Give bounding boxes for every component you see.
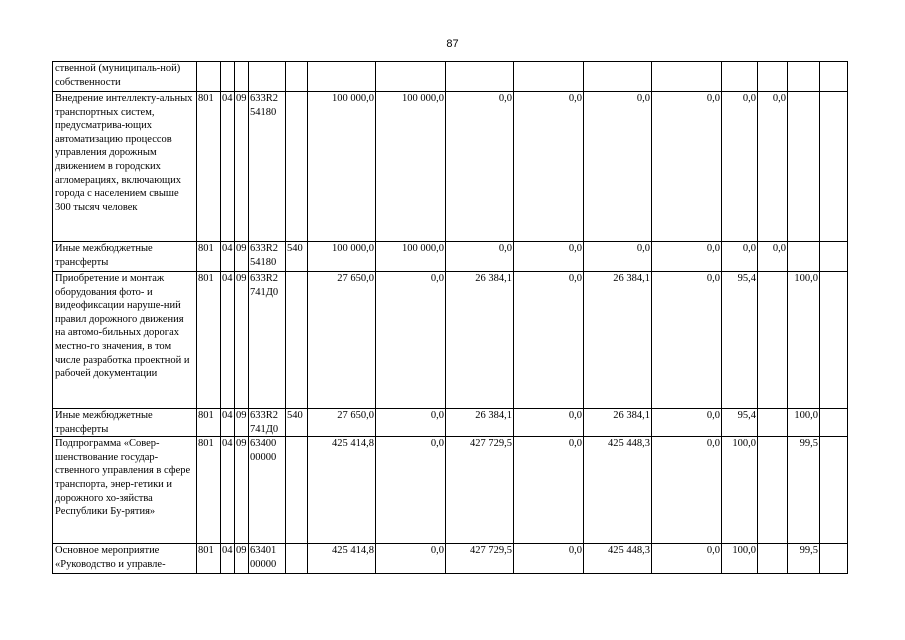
code-ministry: 801 <box>197 544 221 574</box>
code-expense-type <box>286 437 308 544</box>
row-name: Иные межбюджетные трансферты <box>53 409 197 437</box>
value-5: 425 448,3 <box>584 544 652 574</box>
row-name: Приобретение и монтаж оборудования фото- и видеофиксации наруше-ний правил дорожного движения на автомо-бильных дорогах местно-го значения, в том числе разработка проектной и рабочей документации <box>53 272 197 409</box>
table-row <box>53 409 848 437</box>
value-2: 0,0 <box>376 409 446 437</box>
value-3: 26 384,1 <box>446 272 514 409</box>
empty-cell <box>820 437 848 544</box>
code-subsection: 09 <box>235 272 249 409</box>
value-9: 99,5 <box>788 437 820 544</box>
code-subsection: 09 <box>235 544 249 574</box>
code-ministry: 801 <box>197 92 221 242</box>
code-ministry: 801 <box>197 242 221 272</box>
value-8 <box>758 272 788 409</box>
table-row <box>53 62 848 92</box>
value-8 <box>758 544 788 574</box>
table-row <box>53 272 848 409</box>
value-1: 27 650,0 <box>308 272 376 409</box>
code-subsection: 09 <box>235 409 249 437</box>
value-1: 425 414,8 <box>308 437 376 544</box>
value-6: 0,0 <box>652 92 722 242</box>
code-section: 04 <box>221 544 235 574</box>
code-target: 63400 00000 <box>249 437 286 544</box>
value-1 <box>308 62 376 92</box>
value-5: 26 384,1 <box>584 409 652 437</box>
value-6: 0,0 <box>652 437 722 544</box>
value-7: 100,0 <box>722 544 758 574</box>
value-3: 26 384,1 <box>446 409 514 437</box>
code-target: 63401 00000 <box>249 544 286 574</box>
code-expense-type <box>286 92 308 242</box>
code-subsection: 09 <box>235 92 249 242</box>
empty-cell <box>820 242 848 272</box>
value-1: 27 650,0 <box>308 409 376 437</box>
code-section: 04 <box>221 437 235 544</box>
value-4: 0,0 <box>514 242 584 272</box>
value-1: 425 414,8 <box>308 544 376 574</box>
code-expense-type: 540 <box>286 242 308 272</box>
value-5: 0,0 <box>584 92 652 242</box>
row-name: Иные межбюджетные трансферты <box>53 242 197 272</box>
row-name: Основное мероприятие «Руководство и управле- <box>53 544 197 574</box>
code-expense-type <box>286 62 308 92</box>
table-row <box>53 92 848 242</box>
code-expense-type <box>286 272 308 409</box>
value-8 <box>758 62 788 92</box>
row-name: Внедрение интеллекту-альных транспортных систем, предусматрива-ющих автоматизацию процессов управления дорожным движением в городских агломерациях, включающих города с населением свыше 300 тысяч человек <box>53 92 197 242</box>
value-7: 95,4 <box>722 409 758 437</box>
code-expense-type: 540 <box>286 409 308 437</box>
value-2 <box>376 62 446 92</box>
code-ministry: 801 <box>197 409 221 437</box>
code-section: 04 <box>221 272 235 409</box>
code-ministry <box>197 62 221 92</box>
value-4: 0,0 <box>514 409 584 437</box>
empty-cell <box>820 409 848 437</box>
table-row <box>53 544 848 574</box>
empty-cell <box>820 272 848 409</box>
value-7: 0,0 <box>722 242 758 272</box>
code-ministry: 801 <box>197 272 221 409</box>
value-5: 0,0 <box>584 242 652 272</box>
value-6: 0,0 <box>652 242 722 272</box>
value-5: 26 384,1 <box>584 272 652 409</box>
value-2: 100 000,0 <box>376 242 446 272</box>
value-9: 99,5 <box>788 544 820 574</box>
value-9 <box>788 92 820 242</box>
code-target: 633R2 741Д0 <box>249 272 286 409</box>
code-ministry: 801 <box>197 437 221 544</box>
code-target: 633R2 741Д0 <box>249 409 286 437</box>
value-5 <box>584 62 652 92</box>
code-subsection <box>235 62 249 92</box>
code-target: 633R2 54180 <box>249 92 286 242</box>
value-4: 0,0 <box>514 544 584 574</box>
value-6: 0,0 <box>652 272 722 409</box>
value-3: 427 729,5 <box>446 544 514 574</box>
value-5: 425 448,3 <box>584 437 652 544</box>
budget-table <box>52 61 848 574</box>
code-target <box>249 62 286 92</box>
value-4: 0,0 <box>514 272 584 409</box>
empty-cell <box>820 62 848 92</box>
code-section: 04 <box>221 92 235 242</box>
value-7 <box>722 62 758 92</box>
value-8 <box>758 437 788 544</box>
value-2: 0,0 <box>376 437 446 544</box>
row-name: ственной (муниципаль-ной) собственности <box>53 62 197 92</box>
code-section <box>221 62 235 92</box>
table-row <box>53 437 848 544</box>
value-3 <box>446 62 514 92</box>
table-row <box>53 242 848 272</box>
value-7: 0,0 <box>722 92 758 242</box>
value-4: 0,0 <box>514 92 584 242</box>
value-2: 100 000,0 <box>376 92 446 242</box>
value-8: 0,0 <box>758 242 788 272</box>
value-3: 427 729,5 <box>446 437 514 544</box>
value-1: 100 000,0 <box>308 242 376 272</box>
value-3: 0,0 <box>446 242 514 272</box>
code-target: 633R2 54180 <box>249 242 286 272</box>
code-subsection: 09 <box>235 242 249 272</box>
code-subsection: 09 <box>235 437 249 544</box>
value-9 <box>788 62 820 92</box>
value-3: 0,0 <box>446 92 514 242</box>
value-2: 0,0 <box>376 544 446 574</box>
page-number: 87 <box>446 38 459 50</box>
empty-cell <box>820 92 848 242</box>
value-9 <box>788 242 820 272</box>
value-6 <box>652 62 722 92</box>
code-expense-type <box>286 544 308 574</box>
value-6: 0,0 <box>652 544 722 574</box>
value-4 <box>514 62 584 92</box>
value-9: 100,0 <box>788 272 820 409</box>
row-name: Подпрограмма «Совер-шенствование государ-ственного управления в сфере транспорта, энер-гетики и дорожного хо-зяйства Республики Бу-рятия» <box>53 437 197 544</box>
empty-cell <box>820 544 848 574</box>
value-6: 0,0 <box>652 409 722 437</box>
value-2: 0,0 <box>376 272 446 409</box>
value-8: 0,0 <box>758 92 788 242</box>
code-section: 04 <box>221 409 235 437</box>
value-1: 100 000,0 <box>308 92 376 242</box>
value-7: 95,4 <box>722 272 758 409</box>
value-8 <box>758 409 788 437</box>
value-7: 100,0 <box>722 437 758 544</box>
code-section: 04 <box>221 242 235 272</box>
value-9: 100,0 <box>788 409 820 437</box>
value-4: 0,0 <box>514 437 584 544</box>
